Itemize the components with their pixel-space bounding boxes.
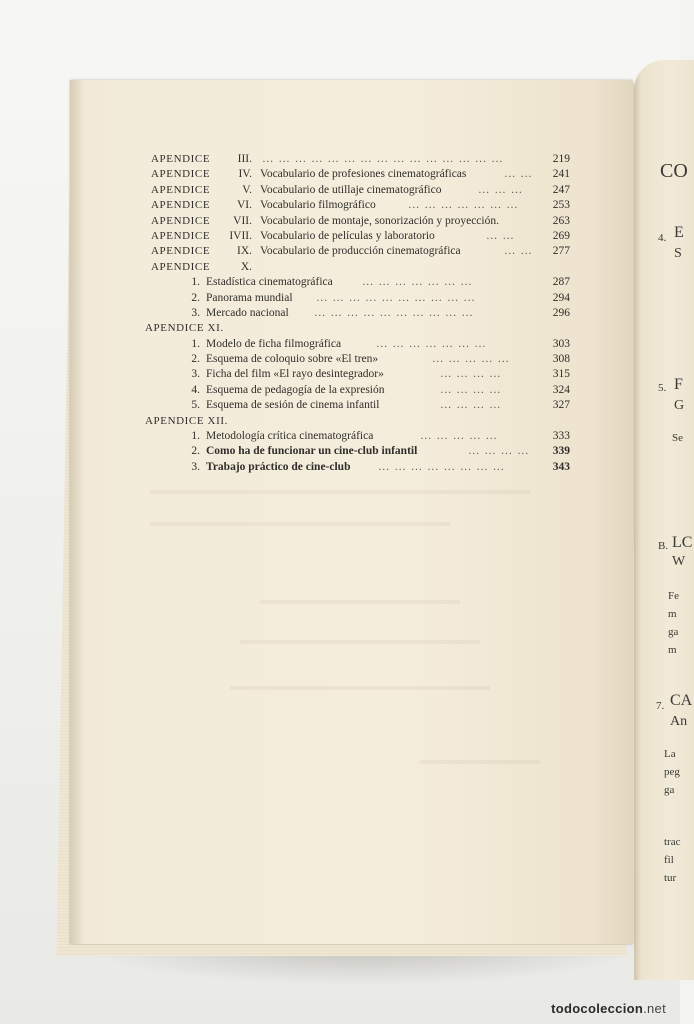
toc-subentry [140, 337, 570, 352]
toc-appendix-label: APENDICE XI. [145, 322, 224, 335]
toc-page-number: 241 [552, 168, 570, 181]
facing-page-text: m [668, 608, 677, 620]
toc-leader-dots: … … … … … … … [376, 337, 487, 350]
show-through-text [240, 640, 480, 644]
toc-appendix-label: APENDICE [151, 229, 211, 242]
toc-leader-dots: … … … … … … … … … … [314, 306, 474, 319]
toc-subentry [140, 352, 570, 367]
toc-appendix-label: APENDICE [151, 168, 211, 181]
toc-title: Esquema de coloquio sobre «El tren» [206, 353, 379, 366]
toc-section-heading [140, 414, 570, 429]
toc-item-number: 5. [191, 399, 200, 412]
toc-item-number: 1. [191, 430, 200, 443]
toc-page-number: 263 [552, 214, 570, 227]
facing-page-text: G [674, 398, 685, 413]
toc-subentry [140, 367, 570, 382]
toc-roman-numeral: VII. [233, 214, 252, 227]
toc-leader-dots: … … … … [468, 445, 530, 458]
toc-leader-dots: … … … … [440, 368, 502, 381]
toc-page-number: 315 [552, 368, 570, 381]
toc-page-number: 339 [552, 445, 570, 458]
toc-leader-dots: … … [504, 245, 533, 258]
toc-title: Mercado nacional [206, 306, 289, 319]
toc-page-number: 277 [552, 245, 570, 258]
toc-section-heading [140, 321, 570, 336]
toc-roman-numeral: VI. [236, 199, 252, 212]
toc-title: Vocabulario filmográfico [260, 199, 376, 212]
toc-entry [140, 183, 570, 198]
toc-roman-numeral: IV. [238, 168, 252, 181]
toc-leader-dots: … … [486, 229, 515, 242]
toc-item-number: 1. [191, 276, 200, 289]
facing-page-text: ga [668, 626, 679, 638]
toc-item-number: 2. [191, 291, 200, 304]
toc-subentry [140, 306, 570, 321]
facing-page-text: CA [670, 692, 693, 709]
facing-page-text: peg [664, 766, 680, 778]
facing-page-text: fil [664, 854, 674, 866]
toc-title: Vocabulario de profesiones cinematográficas [260, 168, 467, 181]
toc-title: Esquema de pedagogía de la expresión [206, 383, 385, 396]
toc-roman-numeral: IVII. [229, 229, 252, 242]
toc-appendix-label: APENDICE [151, 245, 211, 258]
toc-page-number: 303 [552, 337, 570, 350]
toc-title: Ficha del film «El rayo desintegrador» [206, 368, 384, 381]
facing-page-text: Se [672, 432, 683, 444]
toc-title: Trabajo práctico de cine-club [206, 460, 351, 473]
toc-item-number: 3. [191, 460, 200, 473]
toc-leader-dots: … … … … [440, 399, 502, 412]
toc-appendix-label: APENDICE [151, 214, 211, 227]
toc-item-number: 1. [191, 337, 200, 350]
toc-item-number: 2. [191, 445, 200, 458]
toc-subentry [140, 291, 570, 306]
toc-item-number: 3. [191, 368, 200, 381]
facing-page-text: An [670, 714, 688, 729]
facing-page-text: tur [664, 872, 677, 884]
toc-appendix-label: APENDICE [151, 153, 211, 165]
toc-appendix-label: APENDICE [151, 260, 211, 273]
toc-subentry [140, 398, 570, 413]
toc-title: Metodología crítica cinematográfica [206, 430, 374, 443]
facing-page-text: F [674, 376, 683, 393]
toc-entry [140, 152, 570, 167]
toc-entry [140, 229, 570, 244]
toc-entry [140, 198, 570, 213]
toc-entry [140, 167, 570, 182]
toc-page-number: 219 [552, 153, 570, 165]
toc-item-number: 4. [191, 383, 200, 396]
toc-leader-dots: … … … … … … … … … … [316, 291, 476, 304]
toc-leader-dots: … … … … [440, 383, 502, 396]
facing-page-text: 5. [658, 382, 667, 394]
facing-page-text: 4. [658, 232, 667, 244]
toc-title: Vocabulario de montaje, sonorización y proyección. [260, 214, 499, 227]
toc-appendix-label: APENDICE [151, 199, 211, 212]
page-binding-shade [70, 80, 84, 944]
facing-page-text: m [668, 644, 677, 656]
watermark-brand: todocoleccion [551, 1001, 644, 1016]
show-through-text [260, 600, 460, 604]
toc-page-number: 247 [552, 183, 570, 196]
toc-page-number: 343 [552, 460, 570, 473]
toc-leader-dots: … … … … … [420, 430, 498, 443]
facing-page-text: S [674, 246, 682, 261]
toc-subentry [140, 460, 570, 475]
toc-subentry [140, 444, 570, 459]
toc-page-number: 327 [552, 399, 570, 412]
toc-title: Como ha de funcionar un cine-club infantil [206, 445, 418, 458]
toc-leader-dots: … … [504, 168, 533, 181]
toc-leader-dots: … … … … … … … … … … … … … … … [262, 153, 504, 165]
toc-leader-dots: … … … [478, 183, 524, 196]
watermark-domain: .net [643, 1001, 666, 1016]
facing-page-text: 7. [656, 700, 665, 712]
facing-page-text: W [672, 554, 686, 569]
show-through-text [230, 686, 490, 690]
toc-subentry [140, 383, 570, 398]
toc-title: Vocabulario de utillaje cinematográfico [260, 183, 442, 196]
toc-page-number: 324 [552, 383, 570, 396]
toc-roman-numeral: III. [237, 153, 252, 165]
facing-page-text: E [674, 224, 684, 241]
facing-page-text: CO [660, 160, 688, 182]
facing-page-text: B. [658, 540, 669, 552]
toc-subentry [140, 429, 570, 444]
toc-item-number: 3. [191, 306, 200, 319]
toc-title: Modelo de ficha filmográfica [206, 337, 342, 350]
toc-leader-dots: … … … … … [432, 353, 510, 366]
toc-leader-dots: … … … … … … … … [378, 460, 506, 473]
toc-page-number: 269 [552, 229, 570, 242]
toc-leader-dots: … … … … … … … [408, 199, 519, 212]
toc-entry [140, 244, 570, 259]
toc-title: Panorama mundial [206, 291, 293, 304]
toc-roman-numeral: X. [240, 260, 252, 273]
toc-page-number: 287 [552, 276, 570, 289]
facing-page-text: ga [664, 784, 675, 796]
watermark-logo [551, 1001, 666, 1016]
toc-appendix-label: APENDICE XII. [145, 414, 228, 427]
toc-page-number: 308 [552, 353, 570, 366]
toc-entry [140, 214, 570, 229]
facing-page-text: La [664, 748, 676, 760]
toc-leader-dots: … … … … … … … [362, 276, 473, 289]
facing-page-text: Fe [668, 590, 679, 602]
toc-title: Esquema de sesión de cinema infantil [206, 399, 380, 412]
toc-page-number: 253 [552, 199, 570, 212]
toc-appendix-label: APENDICE [151, 183, 211, 196]
facing-page-text: LC [672, 534, 693, 551]
toc-page-number: 296 [552, 306, 570, 319]
toc-subentry [140, 275, 570, 290]
toc-title: Vocabulario de películas y laboratorio [260, 229, 435, 242]
facing-page-text: trac [664, 836, 681, 848]
facing-page [634, 60, 694, 980]
toc-page-number: 333 [552, 430, 570, 443]
toc-title: Vocabulario de producción cinematográfica [260, 245, 461, 258]
toc-roman-numeral: V. [242, 183, 252, 196]
toc-roman-numeral: IX. [236, 245, 252, 258]
show-through-text [150, 522, 450, 526]
table-of-contents [140, 152, 570, 475]
toc-title: Estadística cinematográfica [206, 276, 333, 289]
show-through-text [420, 760, 540, 764]
toc-section-heading [140, 260, 570, 275]
toc-page-number: 294 [552, 291, 570, 304]
show-through-text [150, 490, 530, 494]
toc-item-number: 2. [191, 353, 200, 366]
